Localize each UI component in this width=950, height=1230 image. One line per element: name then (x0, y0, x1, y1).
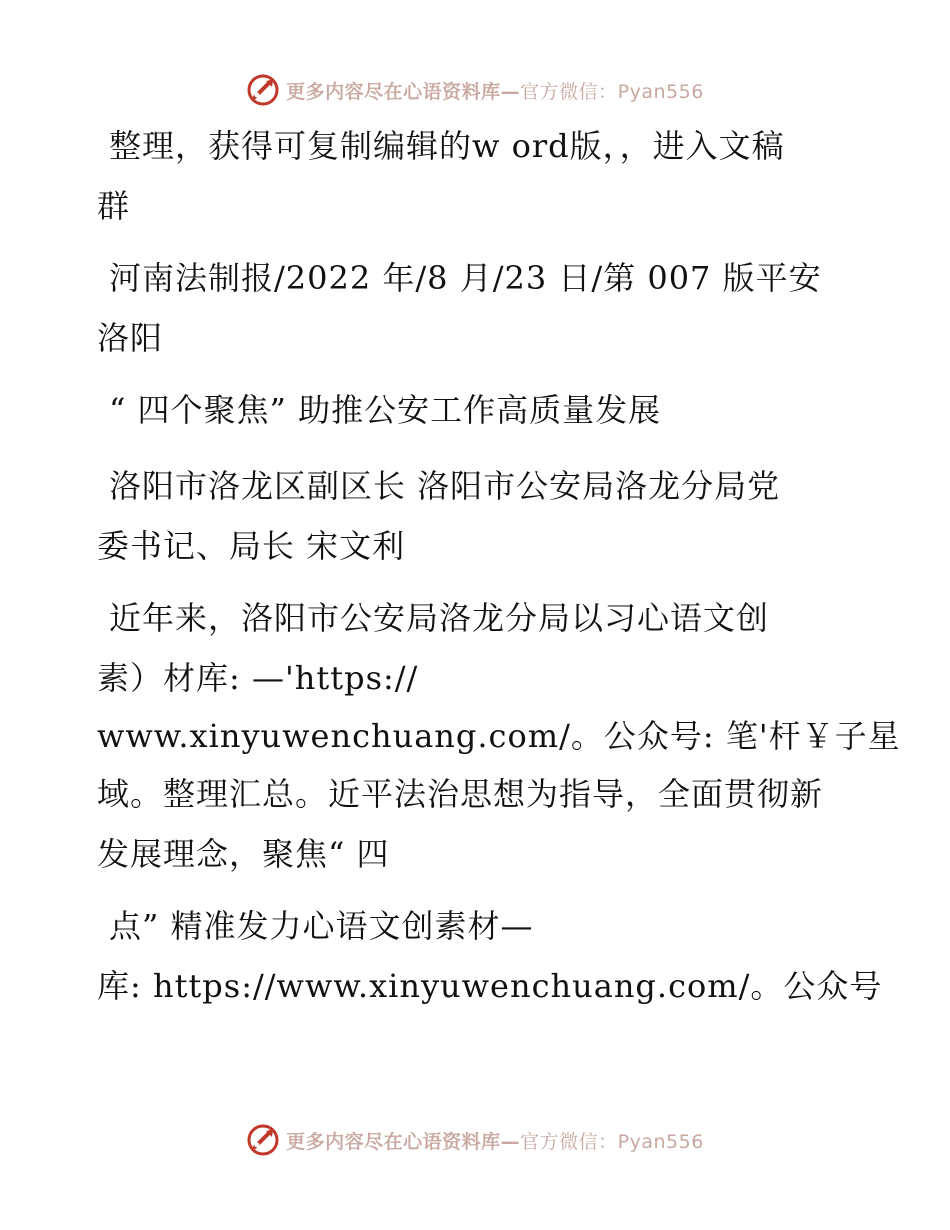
banner-wechat: 官方微信：Pyan556 (520, 80, 704, 103)
article-title: “ 四个聚焦” 助推公安工作高质量发展 (109, 391, 662, 429)
text-line: 点” 精准发力心语文创素材— (109, 907, 534, 945)
text-line: www.xinyuwenchuang.com/。公众号: 笔'杆￥子星 (97, 717, 901, 755)
logo-icon (246, 73, 280, 107)
text-line: 发展理念，聚焦“ 四 (97, 835, 390, 873)
text-line: 库: https://www.xinyuwenchuang.com/。公众号 (97, 967, 883, 1005)
text-line: 近年来，洛阳市公安局洛龙分局以习心语文创 (109, 599, 770, 637)
text-line: 河南法制报/2022 年/8 月/23 日/第 007 版平安 (109, 259, 822, 297)
text-line: 群 (97, 187, 131, 225)
header-watermark-banner (0, 70, 950, 110)
logo-icon (246, 1123, 280, 1157)
banner-dash: — (500, 80, 521, 103)
footer-watermark-banner (0, 1120, 950, 1160)
banner-dash: — (500, 1130, 521, 1153)
author-line: 洛阳市洛龙区副区长 洛阳市公安局洛龙分局党 (109, 467, 781, 505)
banner-title: 更多内容尽在心语资料库 (286, 80, 501, 103)
text-line: 素）材库: —'https:// (97, 659, 419, 697)
banner-title: 更多内容尽在心语资料库 (286, 1130, 501, 1153)
text-line: 洛阳 (97, 319, 164, 357)
text-line: 整理，获得可复制编辑的w ord版，，进入文稿 (109, 127, 785, 165)
author-line: 委书记、局长 宋文利 (97, 527, 406, 565)
banner-wechat: 官方微信：Pyan556 (520, 1130, 704, 1153)
text-line: 域。整理汇总。近平法治思想为指导，全面贯彻新 (97, 775, 824, 813)
